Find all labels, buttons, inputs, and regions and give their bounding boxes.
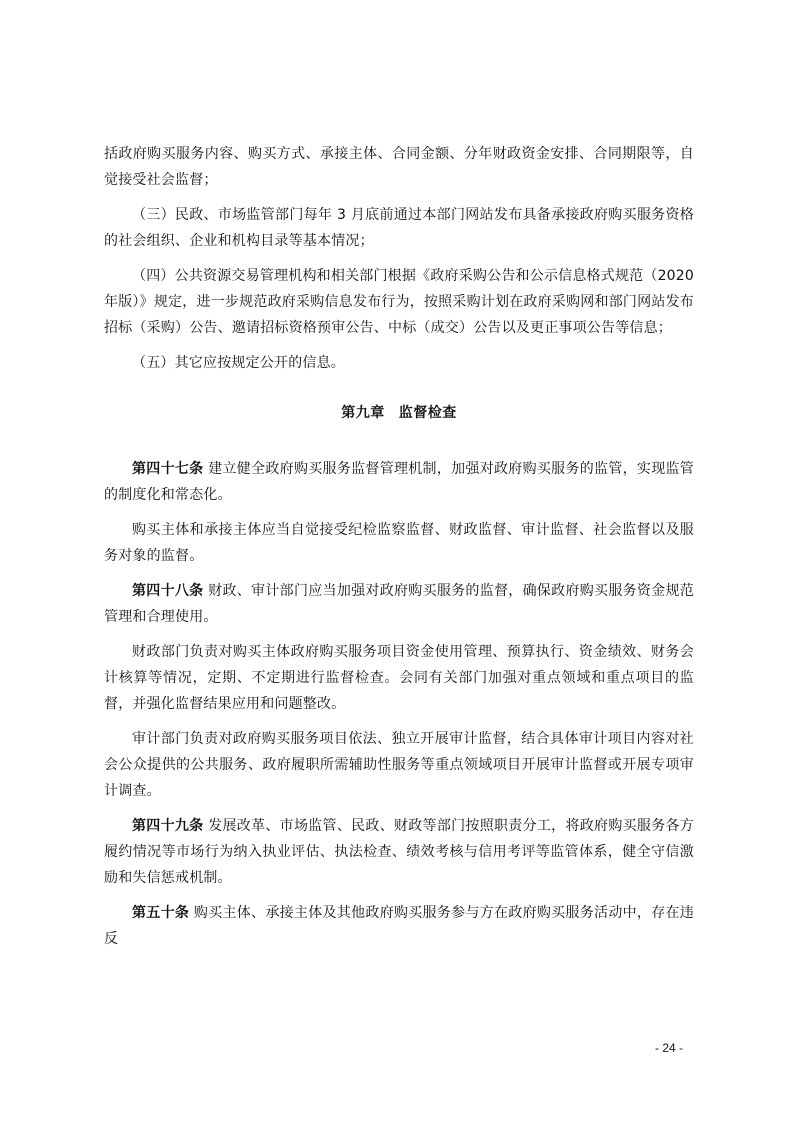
paragraph-item-4: （四）公共资源交易管理机构和相关部门根据《政府采购公告和公示信息格式规范（2020 年版）》规定，进一步规范政府采购信息发布行为，按照采购计划在政府采购网和部门网站发布招标（采购）公告、邀请招标资格预审公告、中标（成交）公告以及更正事项公告等信息；	[104, 268, 694, 336]
article-48	[104, 578, 694, 630]
chapter-heading	[104, 400, 694, 426]
chapter-number: 第九章	[341, 405, 385, 421]
article-text: 财政、审计部门应当加强对政府购买服务的监督，确保政府购买服务资金规范管理和合理使用。	[104, 583, 694, 625]
paragraph-continued: 括政府购买服务内容、购买方式、承接主体、合同金额、分年财政资金安排、合同期限等，自觉接受社会监督；	[104, 146, 694, 188]
page-number: - 24 -	[654, 1041, 683, 1055]
article-47	[104, 456, 694, 508]
paragraph-item-5: （五）其它应按规定公开的信息。	[132, 355, 345, 371]
article-text: 购买主体、承接主体及其他政府购买服务参与方在政府购买服务活动中，存在违反	[104, 905, 694, 947]
article-50	[104, 900, 694, 952]
article-text: 建立健全政府购买服务监督管理机制，加强对政府购买服务的监管，实现监管的制度化和常态化。	[104, 461, 694, 503]
paragraph-item-3: （三）民政、市场监管部门每年 3 月底前通过本部门网站发布具备承接政府购买服务资格的社会组织、企业和机构目录等基本情况；	[104, 207, 694, 249]
article-lead: 第四十九条	[132, 818, 204, 834]
article-lead: 第四十七条	[132, 461, 204, 477]
document-body	[104, 141, 694, 961]
article-48-paragraph-2: 财政部门负责对购买主体政府购买服务项目资金使用管理、预算执行、资金绩效、财务会计核算等情况，定期、不定期进行监督检查。会同有关部门加强对重点领域和重点项目的监督，并强化监督结果应用和问题整改。	[104, 644, 694, 712]
article-lead: 第五十条	[132, 905, 190, 921]
article-47-paragraph-2: 购买主体和承接主体应当自觉接受纪检监察监督、财政监督、审计监督、社会监督以及服务对象的监督。	[104, 522, 694, 564]
article-49	[104, 813, 694, 891]
article-lead: 第四十八条	[132, 583, 204, 599]
chapter-title: 监督检查	[398, 405, 457, 421]
article-48-paragraph-3: 审计部门负责对政府购买服务项目依法、独立开展审计监督，结合具体审计项目内容对社会公众提供的公共服务、政府履职所需辅助性服务等重点领域项目开展审计监督或开展专项审计调查。	[104, 731, 694, 799]
article-text: 发展改革、市场监管、民政、财政等部门按照职责分工，将政府购买服务各方履约情况等市场行为纳入执业评估、执法检查、绩效考核与信用考评等监管体系，健全守信激励和失信惩戒机制。	[104, 818, 694, 886]
